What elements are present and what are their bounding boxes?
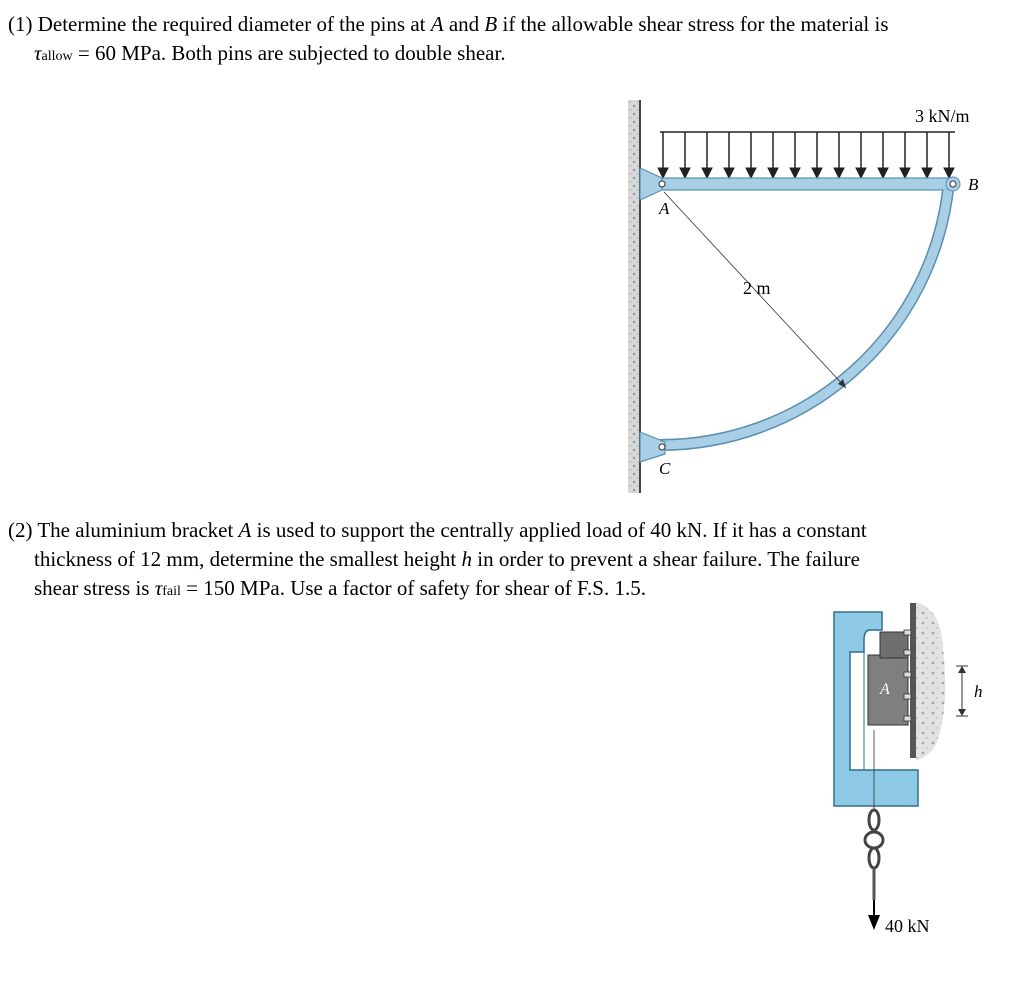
member-ab xyxy=(655,178,955,190)
problem-1-text xyxy=(8,10,1008,71)
distributed-load-arrows xyxy=(658,132,955,178)
chain xyxy=(865,810,883,868)
wall-plate xyxy=(910,603,916,758)
problem-1-line-1 xyxy=(8,10,1008,39)
text-run: and xyxy=(443,12,485,36)
label-a: A xyxy=(880,681,890,698)
load-label: 40 kN xyxy=(885,916,930,936)
var-b: B xyxy=(484,12,498,36)
text-run: shear stress is xyxy=(34,576,155,600)
tau-symbol: τ xyxy=(34,41,42,65)
figure-1-frame-diagram xyxy=(620,95,1000,500)
load-label: 3 kN/m xyxy=(915,106,970,126)
label-c: C xyxy=(659,459,671,478)
label-a: A xyxy=(659,199,670,218)
var-a: A xyxy=(430,12,444,36)
pin-c xyxy=(659,444,665,450)
problem-2-line-1 xyxy=(8,516,1008,545)
text-run: if the allowable shear stress for the material is xyxy=(497,12,889,36)
text-run: = 150 MPa. Use a factor of safety for shear of F.S. 1.5. xyxy=(180,576,646,600)
wall xyxy=(628,100,640,493)
radius-label: 2 m xyxy=(743,278,771,298)
problem-2-text xyxy=(8,516,1008,606)
concrete-wall xyxy=(916,602,945,760)
label-h: h xyxy=(974,682,983,701)
text-run: is used to support the centrally applied load of 40 kN. If it has a constant xyxy=(251,518,867,542)
text-run: (2) The aluminium bracket xyxy=(8,518,239,542)
text-run: in order to prevent a shear failure. The failure xyxy=(472,547,860,571)
pin-a xyxy=(659,181,665,187)
tau-symbol: τ xyxy=(154,576,163,600)
var-h: h xyxy=(461,547,472,571)
tau-subscript: fail xyxy=(162,584,181,599)
label-b: B xyxy=(968,175,979,194)
text-run: (1) Determine the required diameter of the pins at xyxy=(8,12,431,36)
text-run: thickness of 12 mm, determine the smallest height xyxy=(34,547,462,571)
figure-2-bracket-diagram xyxy=(820,595,1000,945)
var-a: A xyxy=(238,518,252,542)
text-run: = 60 MPa. Both pins are subjected to double shear. xyxy=(72,41,506,65)
problem-2-line-2 xyxy=(8,545,1008,574)
tau-subscript: allow xyxy=(41,49,73,64)
problem-1-line-2 xyxy=(8,39,1008,71)
